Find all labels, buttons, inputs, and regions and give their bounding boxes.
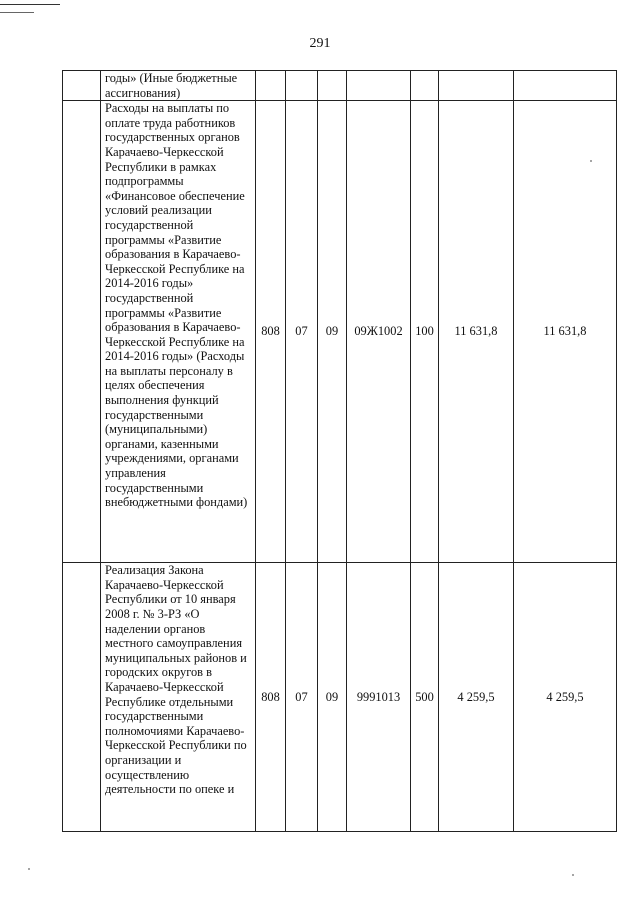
target-code-cell: 09Ж1002 xyxy=(347,101,411,563)
subsection-code-cell: 09 xyxy=(318,563,347,832)
amount-cell xyxy=(439,71,514,101)
table-row xyxy=(63,71,617,101)
subsection-code-cell xyxy=(318,71,347,101)
budget-table xyxy=(62,70,617,832)
target-code-cell xyxy=(347,71,411,101)
scan-edge-line xyxy=(0,12,34,13)
scan-speck xyxy=(28,868,30,870)
section-code-cell: 07 xyxy=(286,101,318,563)
amount-cell: 4 259,5 xyxy=(439,563,514,832)
amount-cell xyxy=(514,71,617,101)
description-cell: Расходы на выплаты по оплате труда работников государственных органов Карачаево-Черкесской Республики в рамках подпрограммы «Финансовое обеспечение условий реализации государственной программы «Развитие образования в Карачаево-Черкесской Республике на 2014-2016 годы» государственной программы «Развитие образования в Карачаево-Черкесской Республике на 2014-2016 годы» (Расходы на выплаты персоналу в целях обеспечения выполнения функций государственными (муниципальными) органами, казенными учреждениями, органами управления государственными внебюджетными фондами) xyxy=(101,101,256,563)
description-cell: Реализация Закона Карачаево-Черкесской Республики от 10 января 2008 г. № 3-РЗ «О наделении органов местного самоуправления муниципальных районов и городских округов в Карачаево-Черкесской Республике отдельными государственными полномочиями Карачаево-Черкесской Республики по организации и осуществлению деятельности по опеке и xyxy=(101,563,256,832)
description-cell: годы» (Иные бюджетные ассигнования) xyxy=(101,71,256,101)
expense-type-cell: 500 xyxy=(411,563,439,832)
target-code-cell: 9991013 xyxy=(347,563,411,832)
table-row xyxy=(63,563,617,832)
page-number: 291 xyxy=(309,36,331,51)
scan-speck xyxy=(572,874,574,876)
amount-cell: 11 631,8 xyxy=(514,101,617,563)
section-code-cell: 07 xyxy=(286,563,318,832)
expense-type-cell xyxy=(411,71,439,101)
amount-cell: 11 631,8 xyxy=(439,101,514,563)
row-number-cell xyxy=(63,71,101,101)
amount-cell: 4 259,5 xyxy=(514,563,617,832)
scan-speck xyxy=(590,160,592,162)
table-row xyxy=(63,101,617,563)
subsection-code-cell: 09 xyxy=(318,101,347,563)
row-number-cell xyxy=(63,563,101,832)
ministry-code-cell: 808 xyxy=(256,563,286,832)
ministry-code-cell: 808 xyxy=(256,101,286,563)
expense-type-cell: 100 xyxy=(411,101,439,563)
section-code-cell xyxy=(286,71,318,101)
row-number-cell xyxy=(63,101,101,563)
scan-edge-line xyxy=(0,4,60,5)
ministry-code-cell xyxy=(256,71,286,101)
